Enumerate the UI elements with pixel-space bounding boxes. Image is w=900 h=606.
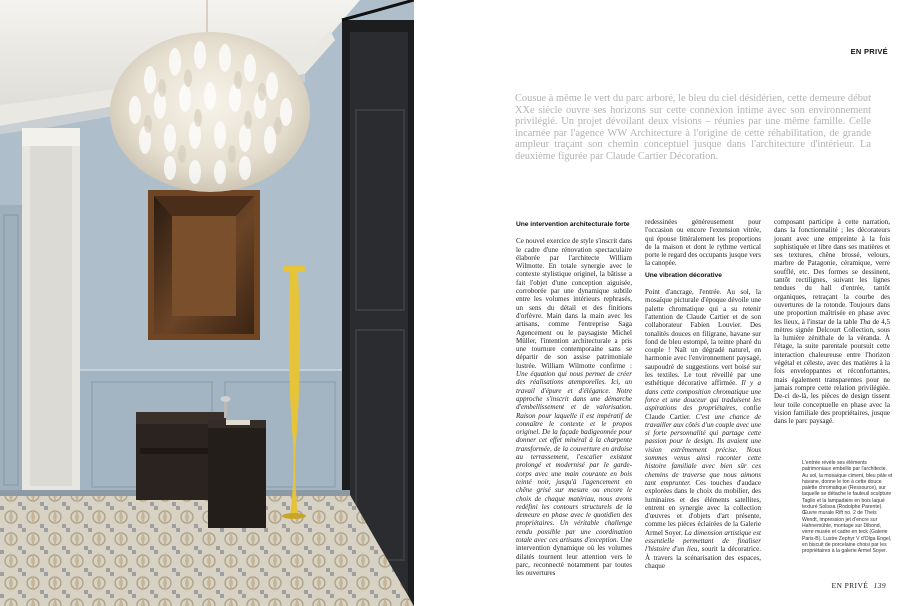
section-label: EN PRIVÉ xyxy=(850,47,888,56)
body-text: sourit la décoratrice. À travers la scénarisation des espaces, chaque xyxy=(645,545,762,570)
body-text: confie Claude Cartier. xyxy=(645,404,761,421)
paragraph xyxy=(774,218,890,425)
photo-caption: L'entrée révèle ses éléments patrimoniaux embellis par l'architecte. Au sol, la mosaïque ciment, bleu pâle et havane, donne le ton à cette douce palette chromatique (Ressource), sur laquelle se détache le fauteuil sculpture Taglio et la lampadaire en bois laqué texturé Solissa (Rodolphe Parente). Œuvre murale Rift no. 2 de Theis Wendt, impression jet d'encre sur Hahnemühle, montage sur Dibond, verre musée et cadre en teck (Galerie Paris-B). Lustre Zephyr V d'Olga Engel, en biscuit de porcelaine choisi par les propriétaires à la galerie Armel Soyer. xyxy=(802,460,893,555)
page-footer xyxy=(832,581,886,590)
paragraph xyxy=(516,237,632,577)
body-text: Ces touches d'audace explorées dans le choix du mobilier, des luminaires et des éléments satellites, entrent en synergie avec la collection d'œuvres et d'objets d'art présente, comme les pièces éclairées de la Galerie Armel Soyer. xyxy=(645,478,762,537)
footer-brand: EN PRIVÉ xyxy=(831,581,869,590)
subheading-decoration: Une vibration décorative xyxy=(645,271,722,279)
intro-paragraph: Cousue à même le vert du parc arboré, le bleu du ciel désidérien, cette demeure début XXe siècle ouvre ses horizons sur cette connexion intime avec son environnement privilégié. Un projet dévoilant deux visions – réunies par une même famille. Celle incarnée par l'agence WW Architecture à l'origine de cette réhabilitation, de grande ampleur traçant son chemin conceptuel jusque dans l'architecture d'intérieur. La deuxième figurée par Claude Cartier Décoration. xyxy=(515,93,871,162)
body-text: composant participe à cette narration, dans la fonctionnalité ; les décorateurs jouant avec une empreinte à la fois sophistiquée et libre dans ses matières et ses textures, chêne brossé, velours, marbre de Patagonie, céramique, verre soufflé, etc. Des formes se dessinent, tantôt rectilignes, suivant les lignes tendues du hall d'entrée, tantôt organiques, retraçant la courbe des ouvertures de la rotonde. Toujours dans une proportion maîtrisée en phase avec les lieux, à l'instar de la table xyxy=(774,218,890,326)
article-page xyxy=(414,0,900,606)
text-column-3 xyxy=(774,218,890,429)
quote-text: Une équation qui nous permet de créer des réalisations atemporelles. Ici, un travail d'épure et d'élégance. Notre approche s'inscrit dans une démarche d'embellissement et de valorisation. Raison pour laquelle il est impératif de connaître le contexte et le propos originel. De la façade badigeonnée pour donner cet effet minéral à la charpente transformée, de la couverture en ardoise au terrassement, l'escalier existant prolongé et modernisé par le garde-corps avec une main courante en bois teinté noir, jusqu'à l'agencement en chêne grisé sur mesure ou encore le choix de chaque matériau, nous avons redéfini les contours structurels de la demeure en phase avec le quotidien des propriétaires. Un véritable challenge rendu possible par une coordination totale avec ces artisans d'exception. xyxy=(516,370,632,544)
quote-text: La dimension artistique est essentielle permettant de finaliser l'histoire d'un lieu, xyxy=(645,528,761,554)
paragraph xyxy=(645,288,761,570)
paragraph: redessinées généreusement pour l'occasion ou encore l'extension vitrée, qui épouse littéralement les proportions de la maison et dont le rythme vertical porte le regard des occupants jusque vers la canopée. xyxy=(645,218,761,268)
product-name: Tha xyxy=(859,317,871,326)
body-text: Ce nouvel exercice de style s'inscrit dans le cadre d'une rénovation spectaculaire élaborée par l'architecte William Wilmotte. En totale synergie avec le contexte stylistique originel, la bâtisse a fait l'objet d'une conception aiguisée, corroborée par une dynamique subtile entre les volumes intérieurs rephrasés, un sens du détail et des finitions d'orfèvre. Main dans la main avec les artisans, comme l'entreprise Saga Agencement ou le paysagiste Michel Müller, l'intention architecturale a pris une tournure contemporaine sans se départir de son assise patrimoniale lustrée. William Wilmotte confirme : xyxy=(516,237,632,370)
entrance-hall-illustration xyxy=(0,0,414,606)
subheading-architecture: Une intervention architecturale forte xyxy=(516,221,630,228)
interior-photo xyxy=(0,0,414,606)
text-column-1 xyxy=(516,218,632,581)
body-text: Point d'ancrage, l'entrée. Au sol, la mosaïque picturale d'époque dévoile une palette chromatique qui a su retenir l'attention de Claude Cartier et de son collaborateur Fabien Louvier. Des tonalités douces en filigrane, havane sur fond de bleu estompé, la teinte pharé du couple ! Naît un dégradé naturel, en harmonie avec l'environnement paysagé, saupoudré de suggestions vert boisé sur les textiles. Le tout réveillé par une esthétique décorative affirmée. xyxy=(645,288,761,388)
body-text: de 4,5 mètres signée Delcourt Collection, sous la lumière zénithale de la véranda. À l'étage, la suite parentale poursuit cette interaction chaleureuse entre l'horizon végétal et céleste, avec des matières à la fois enveloppantes et réconfortantes, mais également transparentes pour ne jamais rompre cette relation privilégiée. De-ci de-là, les pièces de design tissent leur toile conceptuelle en phase avec la vision familiale des propriétaires, jusque dans le parc paysagé. xyxy=(774,317,890,426)
page-number: 139 xyxy=(873,581,886,590)
body-text: Une intervention dynamique où les volumes dilatés tournent leur attention vers le parc, reconnecté notamment par toutes les ouvertures xyxy=(516,535,632,578)
quote-text: C'est une chance de travailler aux côtés d'un couple avec une si forte personnalité qui partage cette passion pour le design. Ils avaient une vision extrêmement précise. Nous sommes venus ainsi raconter cette histoire familiale avec bien sûr ces chemins de traverse que nous aimons tant emprunter. xyxy=(645,412,761,487)
text-column-2 xyxy=(645,218,761,574)
quote-text: Il y a dans cette composition chromatique une force et une douceur qui traduisent les aspirations des propriétaires, xyxy=(645,379,761,413)
